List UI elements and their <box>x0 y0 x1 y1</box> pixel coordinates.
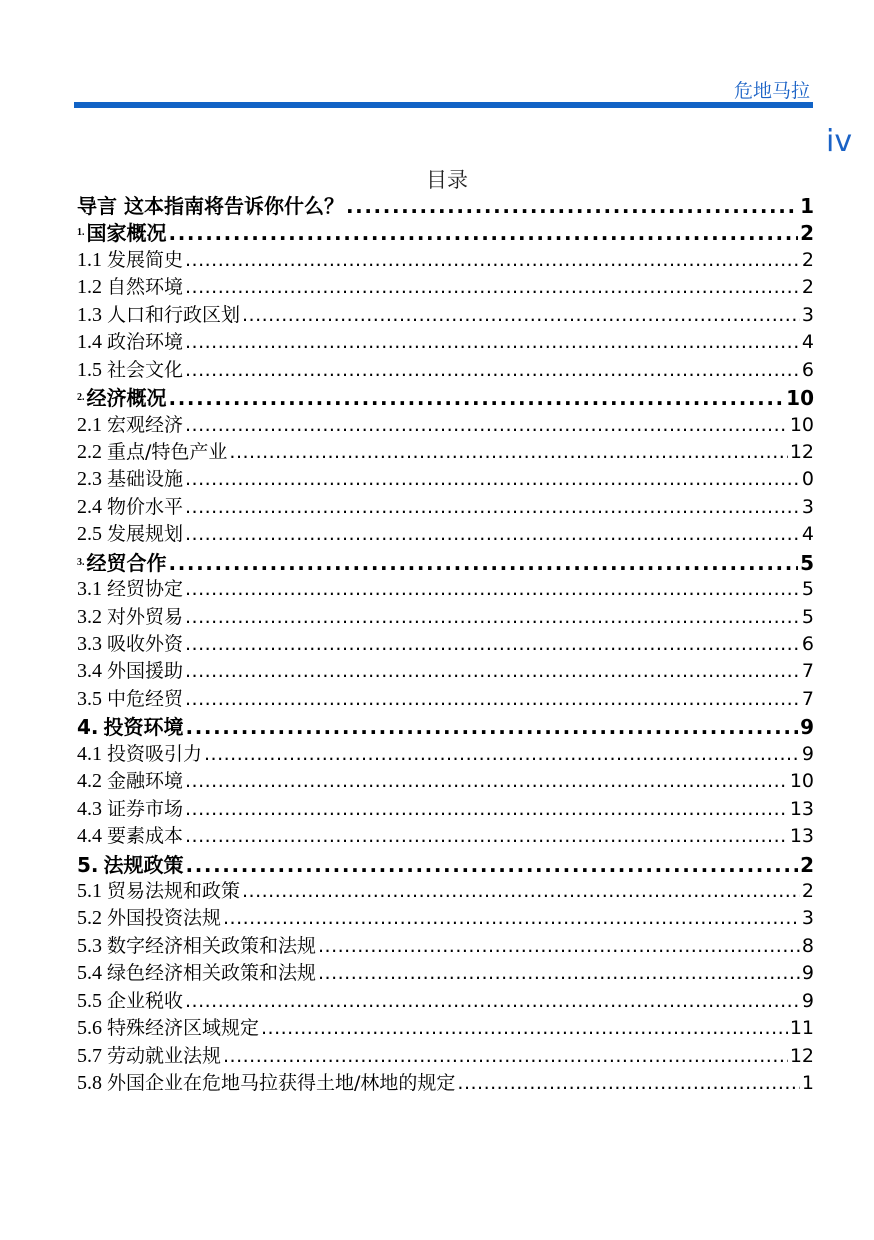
toc-subsection-entry[interactable] <box>77 437 814 464</box>
dot-leader <box>223 907 800 929</box>
toc-entry-page: 2 <box>800 221 814 246</box>
toc-subsection-entry[interactable] <box>77 931 814 958</box>
toc-entry-page: 1 <box>801 1072 814 1094</box>
dot-leader <box>242 880 800 902</box>
toc-entry-number: 3.1 <box>77 578 102 601</box>
toc-subsection-entry[interactable] <box>77 1068 814 1095</box>
dot-leader <box>186 715 799 739</box>
toc-entry-number: 5.5 <box>77 989 102 1012</box>
dot-leader <box>457 1072 800 1094</box>
toc-entry-number: 4.4 <box>77 825 102 848</box>
dot-leader <box>185 770 788 792</box>
toc-entry-title: 绿色经济相关政策和法规 <box>107 962 317 985</box>
dot-leader <box>185 468 800 490</box>
toc-subsection-entry[interactable] <box>77 1041 814 1068</box>
toc-entry-page: 9 <box>800 715 814 740</box>
toc-entry-number: 5.1 <box>77 879 102 902</box>
toc-entry-number: 5.8 <box>77 1072 102 1094</box>
table-of-contents <box>77 190 814 1095</box>
toc-entry-number: 5.7 <box>77 1044 102 1067</box>
toc-subsection-entry[interactable] <box>77 245 814 272</box>
toc-subsection-entry[interactable] <box>77 410 814 437</box>
toc-entry-title: 中危经贸 <box>107 687 184 710</box>
toc-subsection-entry[interactable] <box>77 821 814 848</box>
toc-entry-title: 发展简史 <box>107 248 184 271</box>
dot-leader <box>346 194 798 218</box>
toc-subsection-entry[interactable] <box>77 1013 814 1040</box>
toc-entry-title: 要素成本 <box>107 825 184 848</box>
toc-entry-page: 5 <box>801 578 814 601</box>
toc-section-entry[interactable] <box>77 849 814 876</box>
toc-subsection-entry[interactable] <box>77 602 814 629</box>
toc-section-entry[interactable] <box>77 711 814 738</box>
toc-entry-number: 3. <box>77 556 85 568</box>
toc-subsection-entry[interactable] <box>77 876 814 903</box>
toc-entry-page: 5 <box>801 605 814 628</box>
toc-entry-title: 特殊经济区域规定 <box>107 1017 260 1040</box>
toc-entry-title: 经贸协定 <box>107 578 184 601</box>
toc-entry-page: 3 <box>801 303 814 326</box>
toc-entry-title: 外国企业在危地马拉获得土地/林地的规定 <box>107 1072 456 1094</box>
toc-entry-title: 金融环境 <box>107 770 184 793</box>
toc-section-entry[interactable] <box>77 217 814 244</box>
toc-entry-title: 对外贸易 <box>107 605 184 628</box>
dot-leader <box>185 249 800 271</box>
toc-entry-number: 2.1 <box>77 413 102 436</box>
toc-entry-page: 3 <box>801 907 814 930</box>
dot-leader <box>185 578 800 600</box>
dot-leader <box>185 688 800 710</box>
toc-subsection-entry[interactable] <box>77 327 814 354</box>
toc-entry-number: 2. <box>77 392 85 404</box>
toc-entry-title: 重点/特色产业 <box>107 440 228 463</box>
toc-entry-page: 10 <box>786 386 814 411</box>
dot-leader <box>185 606 800 628</box>
toc-entry-page: 2 <box>801 879 814 902</box>
toc-entry-number: 2.5 <box>77 523 102 546</box>
toc-entry-page: 2 <box>801 248 814 271</box>
toc-entry-number: 5. <box>77 852 99 877</box>
dot-leader <box>204 743 800 765</box>
dot-leader <box>242 304 800 326</box>
toc-entry-number: 4. <box>77 715 99 740</box>
toc-subsection-entry[interactable] <box>77 903 814 930</box>
toc-subsection-entry[interactable] <box>77 464 814 491</box>
toc-entry-page: 2 <box>800 852 814 877</box>
dot-leader <box>185 496 800 518</box>
page-number: iv <box>826 124 853 159</box>
dot-leader <box>169 386 785 410</box>
dot-leader <box>169 551 799 575</box>
toc-subsection-entry[interactable] <box>77 958 814 985</box>
dot-leader <box>185 660 800 682</box>
toc-entry-number: 1.5 <box>77 358 102 381</box>
toc-entry-title: 法规政策 <box>103 852 184 877</box>
dot-leader <box>185 331 800 353</box>
toc-entry-number: 2.4 <box>77 495 102 518</box>
toc-section-entry[interactable] <box>77 190 814 217</box>
toc-entry-title: 经济概况 <box>86 386 167 411</box>
toc-subsection-entry[interactable] <box>77 629 814 656</box>
toc-entry-page: 13 <box>789 797 814 820</box>
dot-leader <box>185 523 800 545</box>
toc-entry-number: 4.1 <box>77 742 102 765</box>
toc-entry-number: 1. <box>77 227 85 239</box>
dot-leader <box>261 1017 788 1039</box>
toc-entry-title: 宏观经济 <box>107 413 184 436</box>
toc-entry-number: 4.3 <box>77 797 102 820</box>
dot-leader <box>223 1045 788 1067</box>
toc-entry-page: 5 <box>800 550 814 575</box>
dot-leader <box>185 825 788 847</box>
toc-subsection-entry[interactable] <box>77 574 814 601</box>
toc-entry-page: 12 <box>789 1044 814 1067</box>
toc-entry-title: 发展规划 <box>107 523 184 546</box>
toc-subsection-entry[interactable] <box>77 794 814 821</box>
dot-leader <box>186 853 799 877</box>
toc-entry-title: 贸易法规和政策 <box>107 879 241 902</box>
toc-entry-page: 9 <box>801 989 814 1012</box>
toc-subsection-entry[interactable] <box>77 986 814 1013</box>
dot-leader <box>185 359 800 381</box>
toc-entry-title: 投资吸引力 <box>107 742 203 765</box>
toc-entry-page: 7 <box>801 660 814 683</box>
toc-entry-title: 经贸合作 <box>86 550 167 575</box>
toc-section-entry[interactable] <box>77 547 814 574</box>
toc-entry-number: 2.3 <box>77 468 102 491</box>
toc-entry-number: 1.1 <box>77 248 102 271</box>
toc-entry-number: 5.4 <box>77 962 102 985</box>
dot-leader <box>318 935 800 957</box>
toc-entry-page: 2 <box>801 276 814 299</box>
toc-title: 目录 <box>426 168 468 192</box>
toc-entry-title: 自然环境 <box>107 276 184 299</box>
toc-entry-title: 企业税收 <box>107 989 184 1012</box>
dot-leader <box>185 414 788 436</box>
toc-entry-page: 10 <box>789 770 814 793</box>
toc-entry-title: 外国投资法规 <box>107 907 222 930</box>
toc-entry-page: 4 <box>801 523 814 546</box>
toc-subsection-entry[interactable] <box>77 272 814 299</box>
toc-entry-page: 6 <box>801 358 814 381</box>
toc-entry-number: 4.2 <box>77 770 102 793</box>
header-country-title: 危地马拉 <box>733 80 810 102</box>
dot-leader <box>185 990 800 1012</box>
toc-section-entry[interactable] <box>77 382 814 409</box>
header-rule <box>74 102 813 108</box>
toc-entry-page: 13 <box>789 825 814 848</box>
toc-entry-number: 3.3 <box>77 633 102 655</box>
toc-entry-number: 1.3 <box>77 303 102 326</box>
dot-leader <box>185 798 788 820</box>
toc-entry-title: 吸收外资 <box>107 633 184 655</box>
toc-entry-number: 5.6 <box>77 1017 102 1040</box>
toc-entry-page: 3 <box>801 495 814 518</box>
toc-subsection-entry[interactable] <box>77 766 814 793</box>
toc-subsection-entry[interactable] <box>77 656 814 683</box>
toc-entry-page: 9 <box>801 962 814 985</box>
toc-entry-title: 数字经济相关政策和法规 <box>107 934 317 957</box>
toc-entry-number: 5.2 <box>77 907 102 930</box>
toc-subsection-entry[interactable] <box>77 739 814 766</box>
dot-leader <box>185 633 800 655</box>
toc-entry-number: 3.5 <box>77 687 102 710</box>
toc-subsection-entry[interactable] <box>77 300 814 327</box>
toc-entry-number: 1.4 <box>77 331 102 354</box>
toc-entry-title: 国家概况 <box>86 221 167 246</box>
toc-entry-page: 11 <box>789 1017 814 1040</box>
toc-entry-title: 投资环境 <box>103 715 184 740</box>
toc-entry-title: 政治环境 <box>107 331 184 354</box>
toc-entry-page: 8 <box>801 934 814 957</box>
toc-entry-number: 1.2 <box>77 276 102 299</box>
toc-entry-page: 7 <box>801 687 814 710</box>
dot-leader <box>318 962 800 984</box>
toc-entry-title: 社会文化 <box>107 358 184 381</box>
toc-subsection-entry[interactable] <box>77 519 814 546</box>
toc-entry-title: 导言 这本指南将告诉你什么？ <box>77 194 344 218</box>
toc-subsection-entry[interactable] <box>77 355 814 382</box>
toc-entry-number: 5.3 <box>77 934 102 957</box>
toc-entry-number: 3.2 <box>77 605 102 628</box>
dot-leader <box>169 221 799 245</box>
toc-subsection-entry[interactable] <box>77 684 814 711</box>
toc-entry-title: 劳动就业法规 <box>107 1044 222 1067</box>
toc-subsection-entry[interactable] <box>77 492 814 519</box>
dot-leader <box>229 441 787 463</box>
toc-entry-page: 10 <box>789 413 814 436</box>
toc-entry-title: 外国援助 <box>107 660 184 683</box>
toc-entry-page: 9 <box>801 742 814 765</box>
toc-entry-number: 3.4 <box>77 660 102 683</box>
toc-entry-page: 1 <box>800 194 814 218</box>
toc-entry-title: 物价水平 <box>107 495 184 518</box>
toc-entry-page: 0 <box>801 468 814 491</box>
toc-entry-title: 基础设施 <box>107 468 184 491</box>
toc-entry-number: 2.2 <box>77 440 102 463</box>
toc-entry-title: 证券市场 <box>107 797 184 820</box>
toc-entry-page: 4 <box>801 331 814 354</box>
toc-entry-title: 人口和行政区划 <box>107 303 241 326</box>
toc-entry-page: 12 <box>789 440 814 463</box>
dot-leader <box>185 276 800 298</box>
toc-entry-page: 6 <box>801 633 814 655</box>
